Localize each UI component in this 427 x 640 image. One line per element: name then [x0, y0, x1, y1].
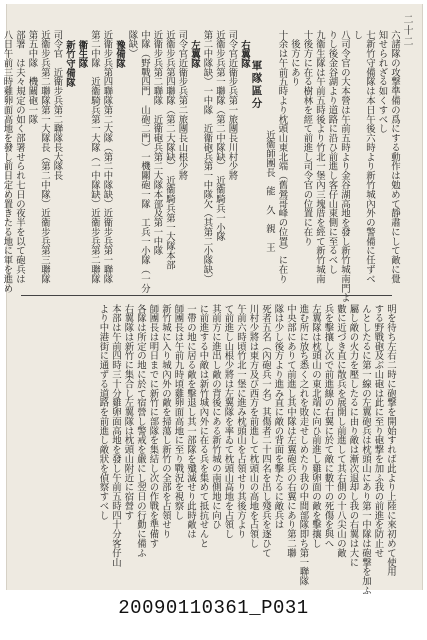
text-column: 第二中隊缺）一中隊 近衞砲兵第一中隊欠（其第二小隊缺） — [201, 30, 213, 284]
text-column: 新竹城に入り城內外の敵を掃蕩し新竹の全部を占領せり — [160, 304, 171, 539]
text-column: 一帶の地に居る敵を擊退し其一部隊を殲滅せり此時敵は — [185, 304, 196, 539]
text-column: 死者五名（內砲兵一名）其傷者二十四名を出し殘兵を逐ひて — [260, 304, 271, 558]
reserve-heading: 豫備隊 — [114, 40, 125, 69]
text-column: 兵を擊攘し次で前進線の右翼に於て敵に數十の死傷を與へ — [322, 304, 334, 549]
text-column: 本部は午前四時三十分雞卵面高地を發し午前五時四十分客仔山 — [110, 304, 121, 567]
text-column: 午前六時頃竹北一堡に進み枕頭山を占領せり其後方より — [235, 304, 246, 539]
text-column: 第五中隊 機關砲一隊 — [26, 30, 38, 124]
text-column: 十余は午前五時より枕頭山東北端（舊鶯哥峰の位置）に在り — [276, 30, 288, 284]
text-column: りし後金谷湖より道路に沿ひ前進し客仔山東側に至るべし — [326, 30, 338, 275]
text-column: 數に近づき直に散兵を展開し前進して其右側の十八尖山の敵 — [335, 304, 346, 558]
text-column: 右翼隊は新竹に集合し左翼隊は枕頭山附近に宿營す — [122, 304, 134, 520]
text-column: 其前方に進出し敵の背後にある新竹城の南側地に向ひ — [210, 304, 221, 530]
text-column: 八日午前三時雞卵面高地を發し前日定め置きたる地に軍を進め — [1, 30, 13, 293]
archive-id-label: 20090110361_P031 — [118, 597, 309, 619]
text-column: 第二中隊 近衞騎兵第一大隊（一中隊缺）近衞步兵第二聯隊 — [89, 30, 100, 284]
text-column: 後方にあり — [289, 30, 300, 87]
text-column: 隊缺） — [126, 30, 138, 59]
text-column: 七新竹守備隊は本日午後六時より新竹城內外の警備に任ずべ — [364, 30, 375, 284]
text-column: 近衞步兵第一聯隊（第二中隊缺） 近衞騎兵一小隊 — [214, 30, 225, 242]
text-column: 右翼隊 — [239, 40, 250, 69]
text-column: 知せられざる如くすべし — [376, 30, 388, 134]
text-column: 六諸隊の攻撃準備の爲にする動作は勉めて靜肅にして敵に覺 — [389, 30, 400, 284]
text-column: 衞生隊 — [76, 40, 88, 69]
text-column: 司令官近衞步兵第一旅團長川村少將 — [226, 30, 238, 181]
text-column: 司令官 近衞步兵第二聯隊長大隊長 — [51, 30, 63, 181]
text-column: 左翼隊は枕頭山の東北端に向ひ前進し雞卵面の敵を擊攘し — [310, 304, 321, 549]
text-column: 隊は少し後方より進み直に敵の背面を擊たるに敵兵は — [272, 304, 284, 530]
text-column: 近衞步兵第二聯隊 近衞砲兵第二大隊本部及第一中隊 — [151, 30, 163, 256]
top-section — [1, 30, 400, 303]
text-column: 近衞步兵第四聯隊（第二大隊缺） 近衞騎兵第一大隊本部 — [164, 30, 175, 270]
text-column: 十後方に在る樹林を經て前進し司令官の位置に在り — [301, 30, 313, 246]
text-column: し — [351, 30, 363, 40]
text-column: 明を待ち左右二時に砲撃を開始すれば此より上陸に來初めて使用 — [385, 304, 396, 577]
text-column: 進む所に放ち悉く之れを敗走せしめたり我の中間部隊即ち第一聯隊 — [297, 304, 309, 586]
text-column: 部署 は夫々規定の如く部署せられ七日の夜半を以て砲兵は — [14, 30, 25, 284]
text-column: て前進し山根少將は左翼隊を率ゐて枕頭山高地を占領し — [222, 304, 234, 539]
text-column: 師團長は午前九時頃雞卵面高地に至り戰況を視察し — [172, 304, 184, 520]
text-column: 屬し敵の火力を壓したるに由り敵は漸次退却し我の右翼は大に — [347, 304, 359, 567]
text-column: 八司令官の大本營は午前五時より金谷湖高地を發し新竹城南門よ — [339, 30, 350, 303]
text-column: 師團長は明日までに新竹に部隊を集結し次の作戰を準備す — [147, 304, 159, 549]
section-title: 軍隊區分 — [250, 60, 263, 110]
text-column: 近衞步兵第二聯隊第一大隊長（第二中隊）近衞步兵第三聯隊 — [39, 30, 50, 284]
page-number: 二十二 — [401, 14, 412, 47]
text-column: 近衞步兵第四聯隊第二大隊（第二中隊缺）近衞步兵第一聯隊 — [101, 30, 113, 284]
text-column: に前進する中敵は新竹城內外に在る兵を集めて抵抗せんと — [197, 304, 209, 549]
text-column: より中港街に通ずる道路を前進し敵狀を偵察すべし — [97, 304, 109, 520]
text-column: する野戰砲及ぶ山砲は此に至り砲撃を加ふ我の前進を防止せ — [372, 304, 384, 558]
section-divider — [21, 295, 392, 296]
scanned-paper — [1, 4, 423, 596]
text-column: 川村少將は東方及び西方を前進して枕頭山の高地を占領し — [247, 304, 259, 549]
signature: 近衞師團長 能 久 親 王 — [264, 130, 275, 253]
text-column: 左翼隊 — [189, 40, 200, 69]
bottom-section — [28, 304, 396, 596]
text-column: 各隊は所定の地に於て宿營し警戒を嚴にし翌日の行動に備ふ — [135, 304, 146, 558]
text-column: 九衞生隊は午前五時後より竹北一堡內三塊厝を經て新竹城南 — [314, 30, 325, 284]
text-column: んとしたるに第一線の左翼砲兵は枕頭山にあり第一中隊は砲撃を加ふ — [360, 304, 371, 596]
text-column: 中央部にありて前進し其中隊は左翼砲兵の右翼にあり第二聯 — [285, 304, 296, 558]
text-column: 司令官近衞步兵第二旅團長山根少將 — [176, 30, 188, 181]
text-column: 中隊（野戰四門 山砲二門）一機關砲一隊 工兵一小隊（一分 — [139, 30, 150, 293]
text-column: 新竹守備隊 — [64, 40, 75, 87]
